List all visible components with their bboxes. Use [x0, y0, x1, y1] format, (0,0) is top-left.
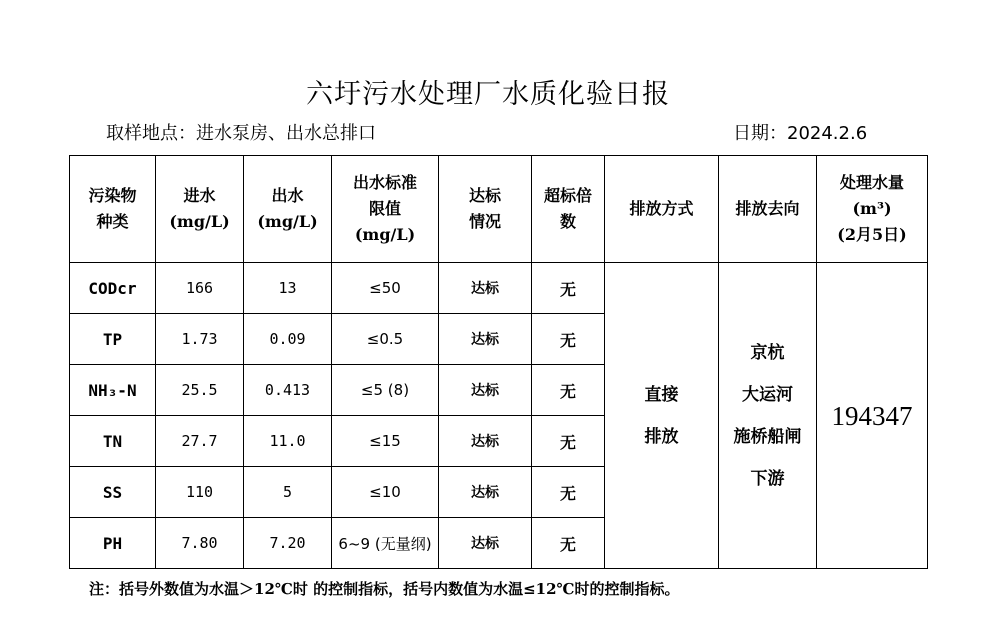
header-status: 达标 情况 [439, 156, 532, 263]
cell-influent: 1.73 [156, 314, 244, 365]
cell-effluent: 5 [244, 467, 332, 518]
cell-pollutant: SS [70, 467, 156, 518]
cell-effluent: 13 [244, 263, 332, 314]
cell-effluent: 7.20 [244, 518, 332, 569]
header-effluent: 出水 (mg/L) [244, 156, 332, 263]
cell-status: 达标 [439, 416, 532, 467]
footnote: 注：括号外数值为水温＞12℃时 的控制指标，括号内数值为水温≤12℃时的控制指标。 [89, 580, 680, 598]
cell-exceed: 无 [532, 416, 605, 467]
cell-influent: 27.7 [156, 416, 244, 467]
cell-pollutant: TN [70, 416, 156, 467]
cell-status: 达标 [439, 314, 532, 365]
cell-influent: 110 [156, 467, 244, 518]
cell-influent: 25.5 [156, 365, 244, 416]
cell-status: 达标 [439, 518, 532, 569]
report-title: 六圩污水处理厂水质化验日报 [306, 79, 670, 110]
header-influent: 进水 (mg/L) [156, 156, 244, 263]
discharge-method-cell: 直接 排放 [605, 263, 719, 569]
cell-limit: ≤15 [332, 416, 439, 467]
header-discharge-method: 排放方式 [605, 156, 719, 263]
water-quality-table [69, 155, 928, 569]
header-limit: 出水标准 限值 (mg/L) [332, 156, 439, 263]
cell-exceed: 无 [532, 467, 605, 518]
cell-exceed: 无 [532, 365, 605, 416]
table-header-row [70, 156, 928, 263]
header-volume: 处理水量 (m³) (2月5日) [817, 156, 928, 263]
cell-limit: ≤10 [332, 467, 439, 518]
cell-limit: 6~9 (无量纲) [332, 518, 439, 569]
cell-limit: ≤0.5 [332, 314, 439, 365]
sampling-location: 取样地点：进水泵房、出水总排口 [106, 123, 376, 144]
cell-exceed: 无 [532, 314, 605, 365]
cell-limit: ≤5 (8) [332, 365, 439, 416]
header-exceed: 超标倍 数 [532, 156, 605, 263]
cell-influent: 166 [156, 263, 244, 314]
cell-pollutant: PH [70, 518, 156, 569]
cell-pollutant: TP [70, 314, 156, 365]
discharge-destination-cell: 京杭 大运河 施桥船闸 下游 [719, 263, 817, 569]
cell-limit: ≤50 [332, 263, 439, 314]
header-discharge-destination: 排放去向 [719, 156, 817, 263]
cell-exceed: 无 [532, 518, 605, 569]
cell-status: 达标 [439, 263, 532, 314]
cell-effluent: 11.0 [244, 416, 332, 467]
cell-exceed: 无 [532, 263, 605, 314]
header-pollutant: 污染物 种类 [70, 156, 156, 263]
cell-pollutant: CODcr [70, 263, 156, 314]
table-row [70, 263, 928, 314]
treated-volume-cell: 194347 [817, 263, 928, 569]
cell-effluent: 0.09 [244, 314, 332, 365]
cell-status: 达标 [439, 365, 532, 416]
cell-pollutant: NH₃-N [70, 365, 156, 416]
cell-status: 达标 [439, 467, 532, 518]
cell-influent: 7.80 [156, 518, 244, 569]
report-date: 日期：2024.2.6 [733, 123, 868, 144]
cell-effluent: 0.413 [244, 365, 332, 416]
